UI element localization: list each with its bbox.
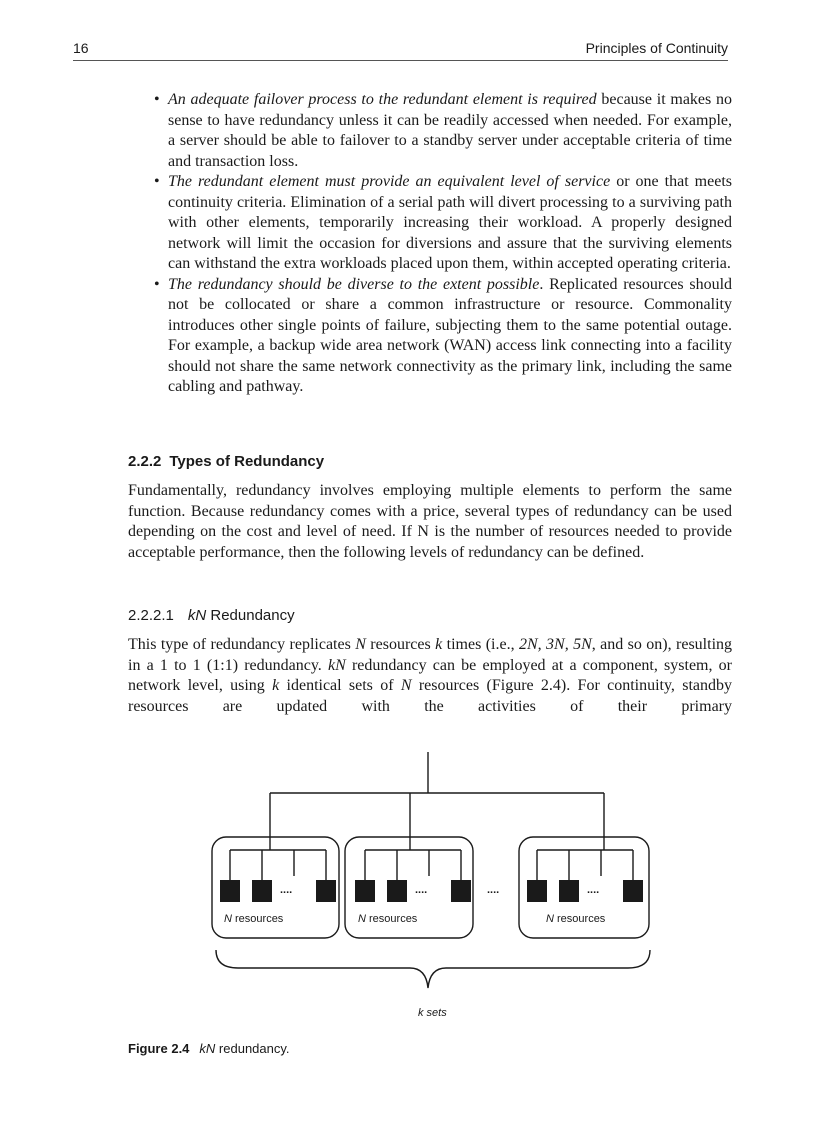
set-label: N resources (546, 913, 606, 925)
subsection-title-italic: kN (187, 607, 207, 624)
bullet-text: or one that meets continuity criteria. Elimination of a serial path will divert processing to a surviving path with other elements, temporarily increasing their workload. A properly designed network will limit the occasion for diversions and assure that the surviving elements can withstand the extra workloads placed upon them, within accepted operating criteria. (168, 173, 732, 272)
resource-ellipsis: .... (280, 884, 293, 896)
caption-italic: kN (199, 1041, 216, 1056)
caption-text: redundancy. (215, 1041, 290, 1056)
italic-run: k (272, 677, 280, 694)
text-run: resources (365, 636, 436, 653)
bullet-dot-icon: • (154, 275, 160, 293)
requirements-bullet-list (150, 90, 732, 398)
bullet-item (150, 90, 732, 172)
text-run: times (i.e., (442, 636, 519, 653)
resource-ellipsis: .... (415, 884, 428, 896)
running-header (73, 38, 728, 61)
bullet-dot-icon: • (154, 91, 160, 108)
set-label: N resources (358, 913, 418, 925)
resource-block (527, 880, 547, 902)
section-number: 2.2.2 (128, 453, 162, 470)
set-label: N resources (224, 913, 284, 925)
resource-block (355, 880, 375, 902)
subsection-number: 2.2.2.1 (128, 607, 174, 624)
bullet-lead: An adequate failover process to the redundant element is required (168, 91, 597, 108)
resource-ellipsis: .... (587, 884, 600, 896)
resource-block (252, 880, 272, 902)
resource-set-box (345, 837, 473, 938)
section-title: Types of Redundancy (169, 453, 325, 470)
section-paragraph: Fundamentally, redundancy involves employing multiple elements to perform the same function. Because redundancy comes with a price, several types of redundancy can be used depending on the cost and level of need. If N is the number of resources needed to provide acceptable performance, then the following levels of redundancy can be defined. (128, 482, 732, 561)
caption-number: Figure 2.4 (128, 1041, 190, 1056)
bullet-lead: The redundancy should be diverse to the extent possible (168, 275, 540, 293)
bullet-text: . Replicated resources should not be collocated or share a common infrastructure or resource. Commonality introduces other single points of failure, subjecting them to the same potential outage. For example, a backup wide area network (WAN) access link connecting into a facility should not share the same network connectivity as the primary link, including the same cabling and pathway. (168, 275, 733, 395)
resource-block (451, 880, 471, 902)
text-run: resources (Figure 2.4). For continuity, standby resources are updated with the activities of their primary (128, 677, 733, 715)
resource-block (559, 880, 579, 902)
italic-run: N (355, 636, 366, 653)
page-number: 16 (73, 40, 89, 56)
italic-run: N (400, 677, 412, 694)
running-title: Principles of Continuity (585, 40, 728, 56)
section-heading (128, 453, 324, 470)
text-run: redundancy can be employed at a component, system, or network level, using (128, 656, 733, 694)
resource-block (387, 880, 407, 902)
resource-block (220, 880, 240, 902)
resource-block (316, 880, 336, 902)
italic-run: kN (328, 656, 346, 674)
bullet-lead: The redundant element must provide an equivalent level of service (168, 173, 611, 190)
bullet-dot-icon: • (154, 173, 160, 190)
text-run: identical sets of (279, 677, 401, 694)
k-sets-label: k sets (418, 1007, 447, 1019)
figure-caption (128, 1041, 290, 1056)
subsection-paragraph (128, 635, 732, 717)
italic-run: 2N, 3N, 5N (518, 636, 592, 653)
italic-run: k (435, 636, 443, 653)
subsection-title-rest: Redundancy (206, 607, 295, 624)
resource-set-box (212, 837, 339, 938)
text-run: , and so on), resulting in a 1 to 1 (1:1) redundancy. (128, 636, 733, 674)
resource-set-box (519, 837, 649, 938)
subsection-heading (128, 607, 295, 624)
bullet-item (150, 275, 732, 398)
bullet-item (150, 172, 732, 275)
sets-ellipsis: .... (487, 884, 500, 896)
bullet-text: because it makes no sense to have redundancy unless it can be readily accessed when needed. For example, a server should be able to failover to a standby server under acceptable criteria of time and transaction loss. (168, 91, 732, 170)
resource-block (623, 880, 643, 902)
text-run: This type of redundancy replicates (128, 636, 356, 653)
k-sets-brace (216, 950, 650, 988)
